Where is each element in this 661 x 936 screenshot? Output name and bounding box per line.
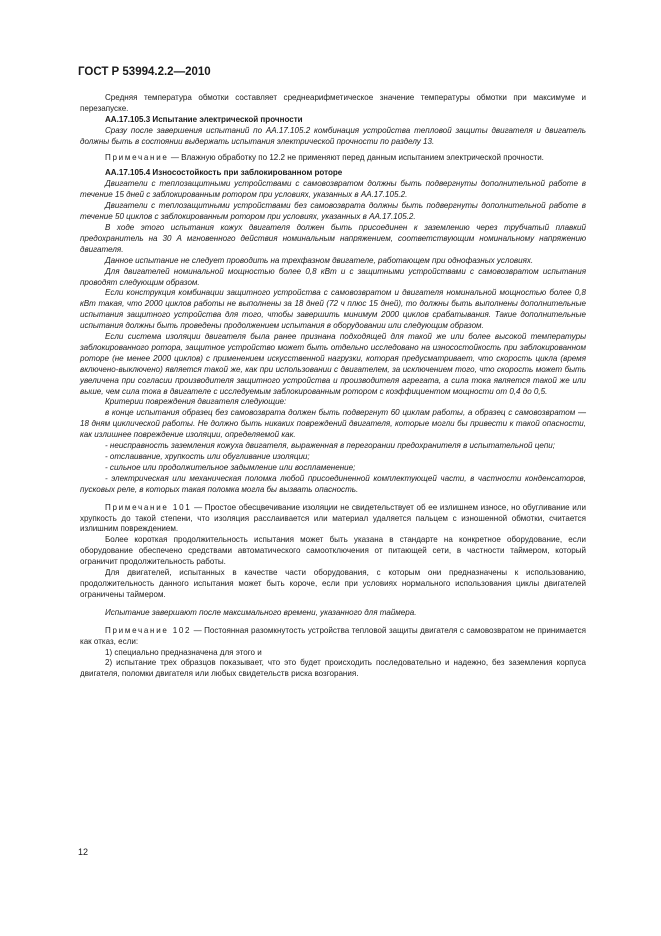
note-label: Примечание [105, 152, 169, 162]
paragraph: Сразу после завершения испытаний по АА.17.105.2 комбинация устройства тепловой защиты двигателя и двигатель должны быть в состоянии выдержать испытания электрической прочности по разделу 13. [80, 125, 586, 146]
paragraph: Для двигателей, испытанных в качестве части оборудования, с которым они предназначены к использованию, продолжительность данного испытания может быть короче, если при условиях нормального использования циклы двигателей ограничены таймером. [80, 568, 586, 599]
paragraph: Если конструкция комбинации защитного устройства с самовозвратом и двигателя номинальной мощностью более 0,8 кВт такая, что 2000 циклов работы не выполнены за 18 дней (72 ч плюс 15 дней), то должны быть выполнены дополнительные испытания защитного устройства для того, чтобы завершить минимум 2000 циклов срабатывания. Такие дополнительные испытания должны быть проведены продолжением испытания в оборудовании или следующим образом. [80, 288, 586, 331]
note-text: — Простое обесцвечивание изоляции не свидетельствует об ее излишнем износе, но обугливание или хрупкость до такой степени, что изоляция расслаивается или материал удаляется пальцем с изношенной обмотки, считается излишним повреждением. [80, 502, 586, 534]
paragraph: в конце испытания образец без самовозврата должен быть подвергнут 60 циклам работы, а образец с самовозвратом — 18 дням циклической работы. Не должно быть никаких повреждений двигателя, которые могли бы привести к такой опасности, как излишнее повреждение изоляции, определяемой как. [80, 408, 586, 440]
note-label: Примечание 101 [105, 502, 192, 512]
paragraph: Данное испытание не следует проводить на трехфазном двигателе, работающем при однофазных условиях. [105, 255, 534, 265]
paragraph: Критерии повреждения двигателя следующие: [105, 397, 287, 407]
list-item: 1) специально предназначена для этого и [105, 647, 262, 657]
section-heading: АА.17.105.3 Испытание электрической прочности [105, 114, 303, 124]
list-item: - отслаивание, хрупкость или обугливание изоляции; [105, 452, 310, 461]
list-item: - сильное или продолжительное задымление или воспламенение; [105, 462, 356, 472]
note [80, 503, 586, 536]
note [80, 153, 586, 164]
note-label: Примечание 102 [105, 625, 192, 635]
list-item: - неисправность заземления кожуха двигателя, выраженная в перегорании предохранителя в испытательной цепи; [105, 441, 555, 451]
paragraph: Если система изоляции двигателя была ранее признана подходящей для такой же или более высокой температуры заблокированного ротора, защитное устройство может быть отдельно исследовано на износостойкость при заблокированном роторе (не менее 2000 циклов) с применением искусственной нагрузки, которая предусматривает, что скорость цикла (время включено-выключено) является такой же, как при использовании с двигателем, за исключением того, что скорость может быть увеличена при согласии производителя защитного устройства и производителя агрегата, а сила тока является такой же или выше, чем сила тока в двигателе с исследуемым заблокированным ротором с коэффициентом мощности от 0,4 до 0,5. [80, 332, 586, 396]
page-number: 12 [78, 847, 89, 857]
paragraph: Двигатели с теплозащитными устройствами с самовозвратом должны быть подвергнуты дополнительной работе в течение 15 дней с заблокированным ротором при условиях, указанных в АА.17.105.2. [80, 179, 586, 200]
list-item: 2) испытание трех образцов показывает, что это будет происходить последовательно и надежно, без заземления корпуса двигателя, поломки двигателя или любых свидетельств риска возгорания. [80, 658, 586, 679]
standard-title: ГОСТ Р 53994.2.2—2010 [78, 66, 211, 78]
paragraph: В ходе этого испытания кожух двигателя должен быть присоединен к заземлению через трубчатый плавкий предохранитель на 30 А мгновенного действия номинальным напряжением, соответствующим номинальному напряжению двигателя. [80, 222, 586, 254]
paragraph: Испытание завершают после максимального времени, указанного для таймера. [105, 607, 417, 617]
paragraph: Более короткая продолжительность испытания может быть указана в стандарте на конкретное оборудование, если оборудование обеспечено средствами автоматического самоотключения от питающей сети, в частности таймером, который ограничит продолжительность работы. [80, 535, 586, 567]
paragraph: Для двигателей номинальной мощностью более 0,8 кВт и с защитными устройствами с самовозвратом испытания проводят следующим образом. [80, 266, 586, 287]
note [80, 626, 586, 648]
list-item: - электрическая или механическая поломка любой присоединенной комплектующей части, в частности конденсаторов, пусковых реле, в которых такая поломка могла бы вызвать опасность. [80, 473, 586, 494]
note-text: — Влажную обработку по 12.2 не применяют перед данным испытанием электрической прочности. [170, 152, 544, 162]
note-text: — Постоянная разомкнутость устройства тепловой защиты двигателя с самовозвратом не принимается как отказ, если: [80, 625, 586, 646]
paragraph: Средняя температура обмотки составляет среднеарифметическое значение температуры обмотки при максимуме и перезапуске. [80, 93, 586, 113]
paragraph: Двигатели с теплозащитными устройствами без самовозврата должны быть подвергнуты дополнительной работе в течение 50 циклов с заблокированным ротором при условиях, указанных в АА.17.105.2. [80, 201, 586, 222]
section-heading: АА.17.105.4 Износостойкость при заблокированном роторе [105, 168, 343, 178]
document-body [80, 93, 586, 680]
